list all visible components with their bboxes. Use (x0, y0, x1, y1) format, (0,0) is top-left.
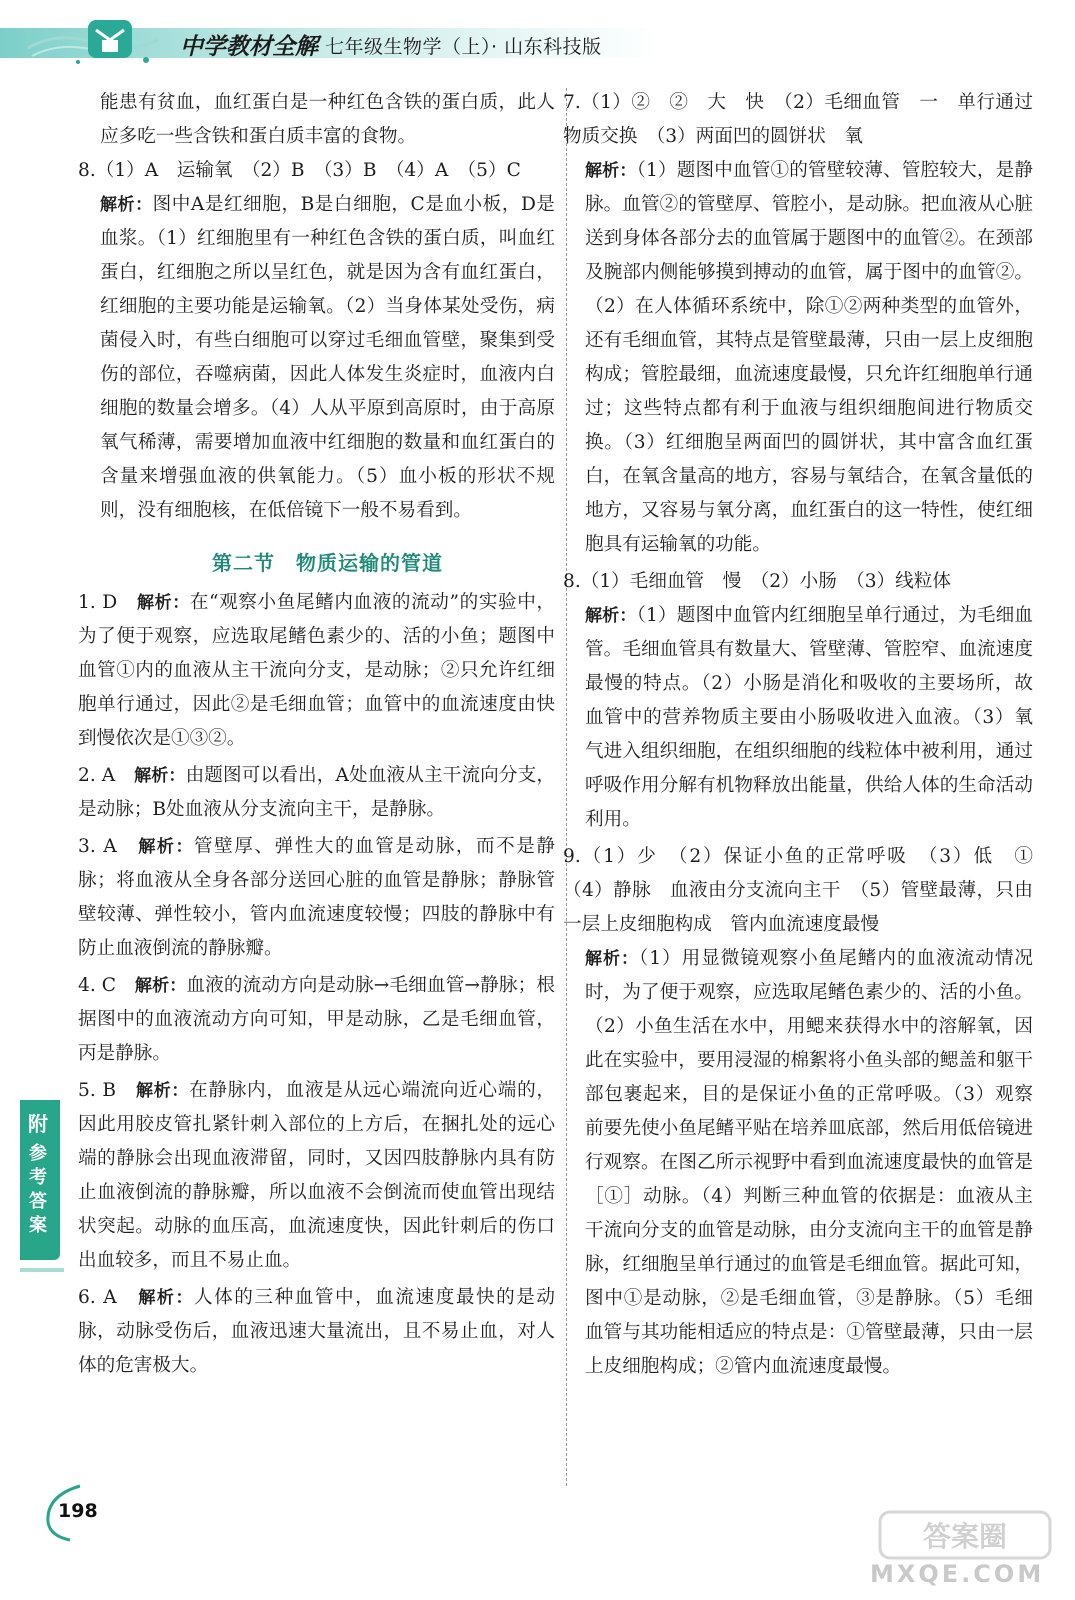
watermark-text: MXQE.COM (870, 1560, 1045, 1588)
explanation-text: 血液的流动方向是动脉→毛细血管→静脉；根据图中的血液流动方向可知，甲是动脉，乙是毛细血管，丙是静脉。 (78, 975, 555, 1064)
explanation-label: 解析： (585, 606, 637, 626)
answer-item-3 (78, 830, 555, 966)
question-number: 8. (563, 571, 581, 592)
question-number: 7. (563, 92, 581, 113)
explanation-label: 解析： (134, 976, 187, 996)
answer-item-4 (78, 969, 555, 1071)
answer-explanation (78, 759, 555, 827)
answer-item-9 (563, 840, 1052, 1384)
answer-item-7 (563, 86, 1052, 562)
book-logo-icon (18, 10, 168, 70)
answer-explanation (78, 830, 555, 966)
answer-item-1 (78, 586, 556, 756)
explanation-label: 解析： (136, 593, 190, 613)
answer-text: （1）A 运输氧 （2）B （3）B （4）A （5）C (95, 160, 521, 181)
watermark-logo-text: 答案圈 (922, 1520, 1008, 1553)
side-tab-label: 参考答案 (29, 1143, 47, 1236)
question-number: 5. B (78, 1080, 117, 1101)
explanation (100, 188, 555, 528)
explanation-label: 解析： (585, 949, 639, 969)
answer-item-8 (563, 565, 1033, 837)
question-number: 6. A (78, 1287, 117, 1308)
answer-item-2 (78, 759, 555, 827)
answer-explanation (78, 1074, 555, 1278)
question-number: 2. A (78, 765, 116, 786)
question-number: 4. C (78, 975, 117, 996)
answer-explanation (78, 586, 555, 756)
explanation (585, 942, 1033, 1384)
answer-explanation (78, 969, 555, 1071)
explanation (585, 154, 1033, 562)
page-header (0, 0, 1075, 80)
right-column (563, 86, 1052, 1387)
explanation-text: 在“观察小鱼尾鳍内血液的流动”的实验中，为了便于观察，应选取尾鳍色素少的、活的小鱼；题图中血管①内的血液从主干流向分支，是动脉；②只允许红细胞单行通过，因此②是毛细血管；血管中的血流速度由快到慢依次是①③②。 (78, 592, 556, 749)
side-tab-char: 附 (28, 1112, 48, 1136)
explanation-text: 人体的三种血管中，血流速度最快的是动脉，动脉受伤后，血液迅速大量流出，且不易止血，对人体的危害极大。 (78, 1287, 555, 1376)
question-number: 8. (78, 160, 96, 181)
question-number: 1. D (78, 592, 118, 613)
explanation-label: 解析： (138, 1288, 194, 1308)
answer-line (563, 565, 1033, 599)
explanation-text: 由题图可以看出，A处血液从主干流向分支，是动脉；B处血液从分支流向主干，是静脉。 (78, 765, 555, 820)
explanation-text: （1）题图中血管①的管壁较薄、管腔较大，是静脉。血管②的管壁厚、管腔小，是动脉。把血液从心脏送到身体各部分去的血管属于题图中的血管②。在颈部及腕部内侧能够摸到搏动的血管，属于图中的血管②。（2）在人体循环系统中，除①②两种类型的血管外，还有毛细血管，其特点是管壁最薄，只由一层上皮细胞构成；管腔最细，血流速度最慢，只允许红细胞单行通过；这些特点都有利于血液与组织细胞间进行物质交换。（3）红细胞呈两面凹的圆饼状，其中富含血红蛋白，在氧含量高的地方，容易与氧结合，在氧含量低的地方，又容易与氧分离，血红蛋白的这一特性，使红细胞具有运输氧的功能。 (585, 160, 1033, 555)
answer-text: （1）② ② 大 快 （2）毛细血管 一 单行通过 物质交换 （3）两面凹的圆饼状 氧 (563, 92, 1052, 147)
answer-item-5 (78, 1074, 555, 1278)
explanation-text: 管壁厚、弹性大的血管是动脉，而不是静脉；将血液从全身各部分送回心脏的血管是静脉；静脉管壁较薄、弹性较小，管内血流速度较慢；四肢的静脉中有防止血液倒流的静脉瓣。 (78, 836, 555, 959)
page-number: 198 (58, 1500, 98, 1522)
answer-line (563, 86, 1052, 154)
explanation-label: 解析： (585, 161, 637, 181)
appendix-side-tab (20, 1100, 60, 1260)
book-title: 中学教材全解 (180, 34, 318, 60)
answer-explanation (78, 1281, 555, 1383)
answer-item-8 (78, 154, 555, 528)
explanation-label: 解析： (134, 766, 186, 786)
left-column (78, 86, 556, 1386)
question-number: 9. (563, 846, 581, 867)
explanation-text: 图中A是红细胞，B是白细胞，C是血小板，D是血浆。（1）红细胞里有一种红色含铁的蛋白质，叫血红蛋白，红细胞之所以呈红色，就是因为含有血红蛋白，红细胞的主要功能是运输氧。（2）当身体某处受伤，病菌侵入时，有些白细胞可以穿过毛细血管壁，聚集到受伤的部位，吞噬病菌，因此人体发生炎症时，血液内白细胞的数量会增多。（4）人从平原到高原时，由于高原氧气稀薄，需要增加血液中红细胞的数量和血红蛋白的含量来增强血液的供氧能力。（5）血小板的形状不规则，没有细胞核，在低倍镜下一般不易看到。 (100, 194, 555, 521)
explanation-label: 解析： (136, 1081, 190, 1101)
side-tab-underline (20, 1268, 64, 1272)
book-subtitle: 七年级生物学（上）· 山东科技版 (325, 36, 602, 58)
answer-line (78, 154, 555, 188)
column-divider (566, 88, 567, 1486)
question-number: 3. A (78, 836, 117, 857)
answer-text: （1）少 （2）保证小鱼的正常呼吸 （3）低 ① （4）静脉 血液由分支流向主干 （5）管壁最薄，只由一层上皮细胞构成 管内血流速度最慢 (563, 846, 1052, 935)
continued-text: 能患有贫血，血红蛋白是一种红色含铁的蛋白质，此人应多吃一些含铁和蛋白质丰富的食物。 (100, 92, 555, 147)
section-title: 第二节 物质运输的管道 (212, 551, 443, 575)
answer-line (563, 840, 1052, 942)
answer-item-6 (78, 1281, 555, 1383)
answer-text: （1）毛细血管 慢 （2）小肠 （3）线粒体 (580, 571, 951, 592)
explanation (585, 599, 1033, 837)
explanation-text: （1）题图中血管内红细胞呈单行通过，为毛细血管。毛细血管具有数量大、管壁薄、管腔窄、血流速度最慢的特点。（2）小肠是消化和吸收的主要场所，故血管中的营养物质主要由小肠吸收进入血液。（3）氧气进入组织细胞，在组织细胞的线粒体中被利用，通过呼吸作用分解有机物释放出能量，供给人体的生命活动利用。 (585, 605, 1033, 830)
explanation-label: 解析： (138, 837, 194, 857)
explanation-text: 在静脉内，血液是从远心端流向近心端的，因此用胶皮管扎紧针刺入部位的上方后，在捆扎处的远心端的静脉会出现血液滞留，同时，又因四肢静脉内具有防止血液倒流的静脉瓣，所以血液不会倒流而使血管出现结状突起。动脉的血压高，血流速度快，因此针刺后的伤口出血较多，而且不易止血。 (78, 1080, 555, 1271)
explanation-text: （1）用显微镜观察小鱼尾鳍内的血液流动情况时，为了便于观察，应选取尾鳍色素少的、活的小鱼。（2）小鱼生活在水中，用鳃来获得水中的溶解氧，因此在实验中，要用浸湿的棉絮将小鱼头部的鳃盖和躯干部包裹起来，目的是保证小鱼的正常呼吸。（3）观察前要先使小鱼尾鳍平贴在培养皿底部，然后用低倍镜进行观察。在图乙所示视野中看到血流速度最快的血管是［①］动脉。（4）判断三种血管的依据是：血液从主干流向分支的血管是动脉，由分支流向主干的血管是静脉，红细胞呈单行通过的血管是毛细血管。据此可知，图中①是动脉，②是毛细血管，③是静脉。（5）毛细血管与其功能相适应的特点是：①管壁最薄，只由一层上皮细胞构成；②管内血流速度最慢。 (585, 948, 1034, 1377)
explanation-label: 解析： (100, 195, 153, 215)
